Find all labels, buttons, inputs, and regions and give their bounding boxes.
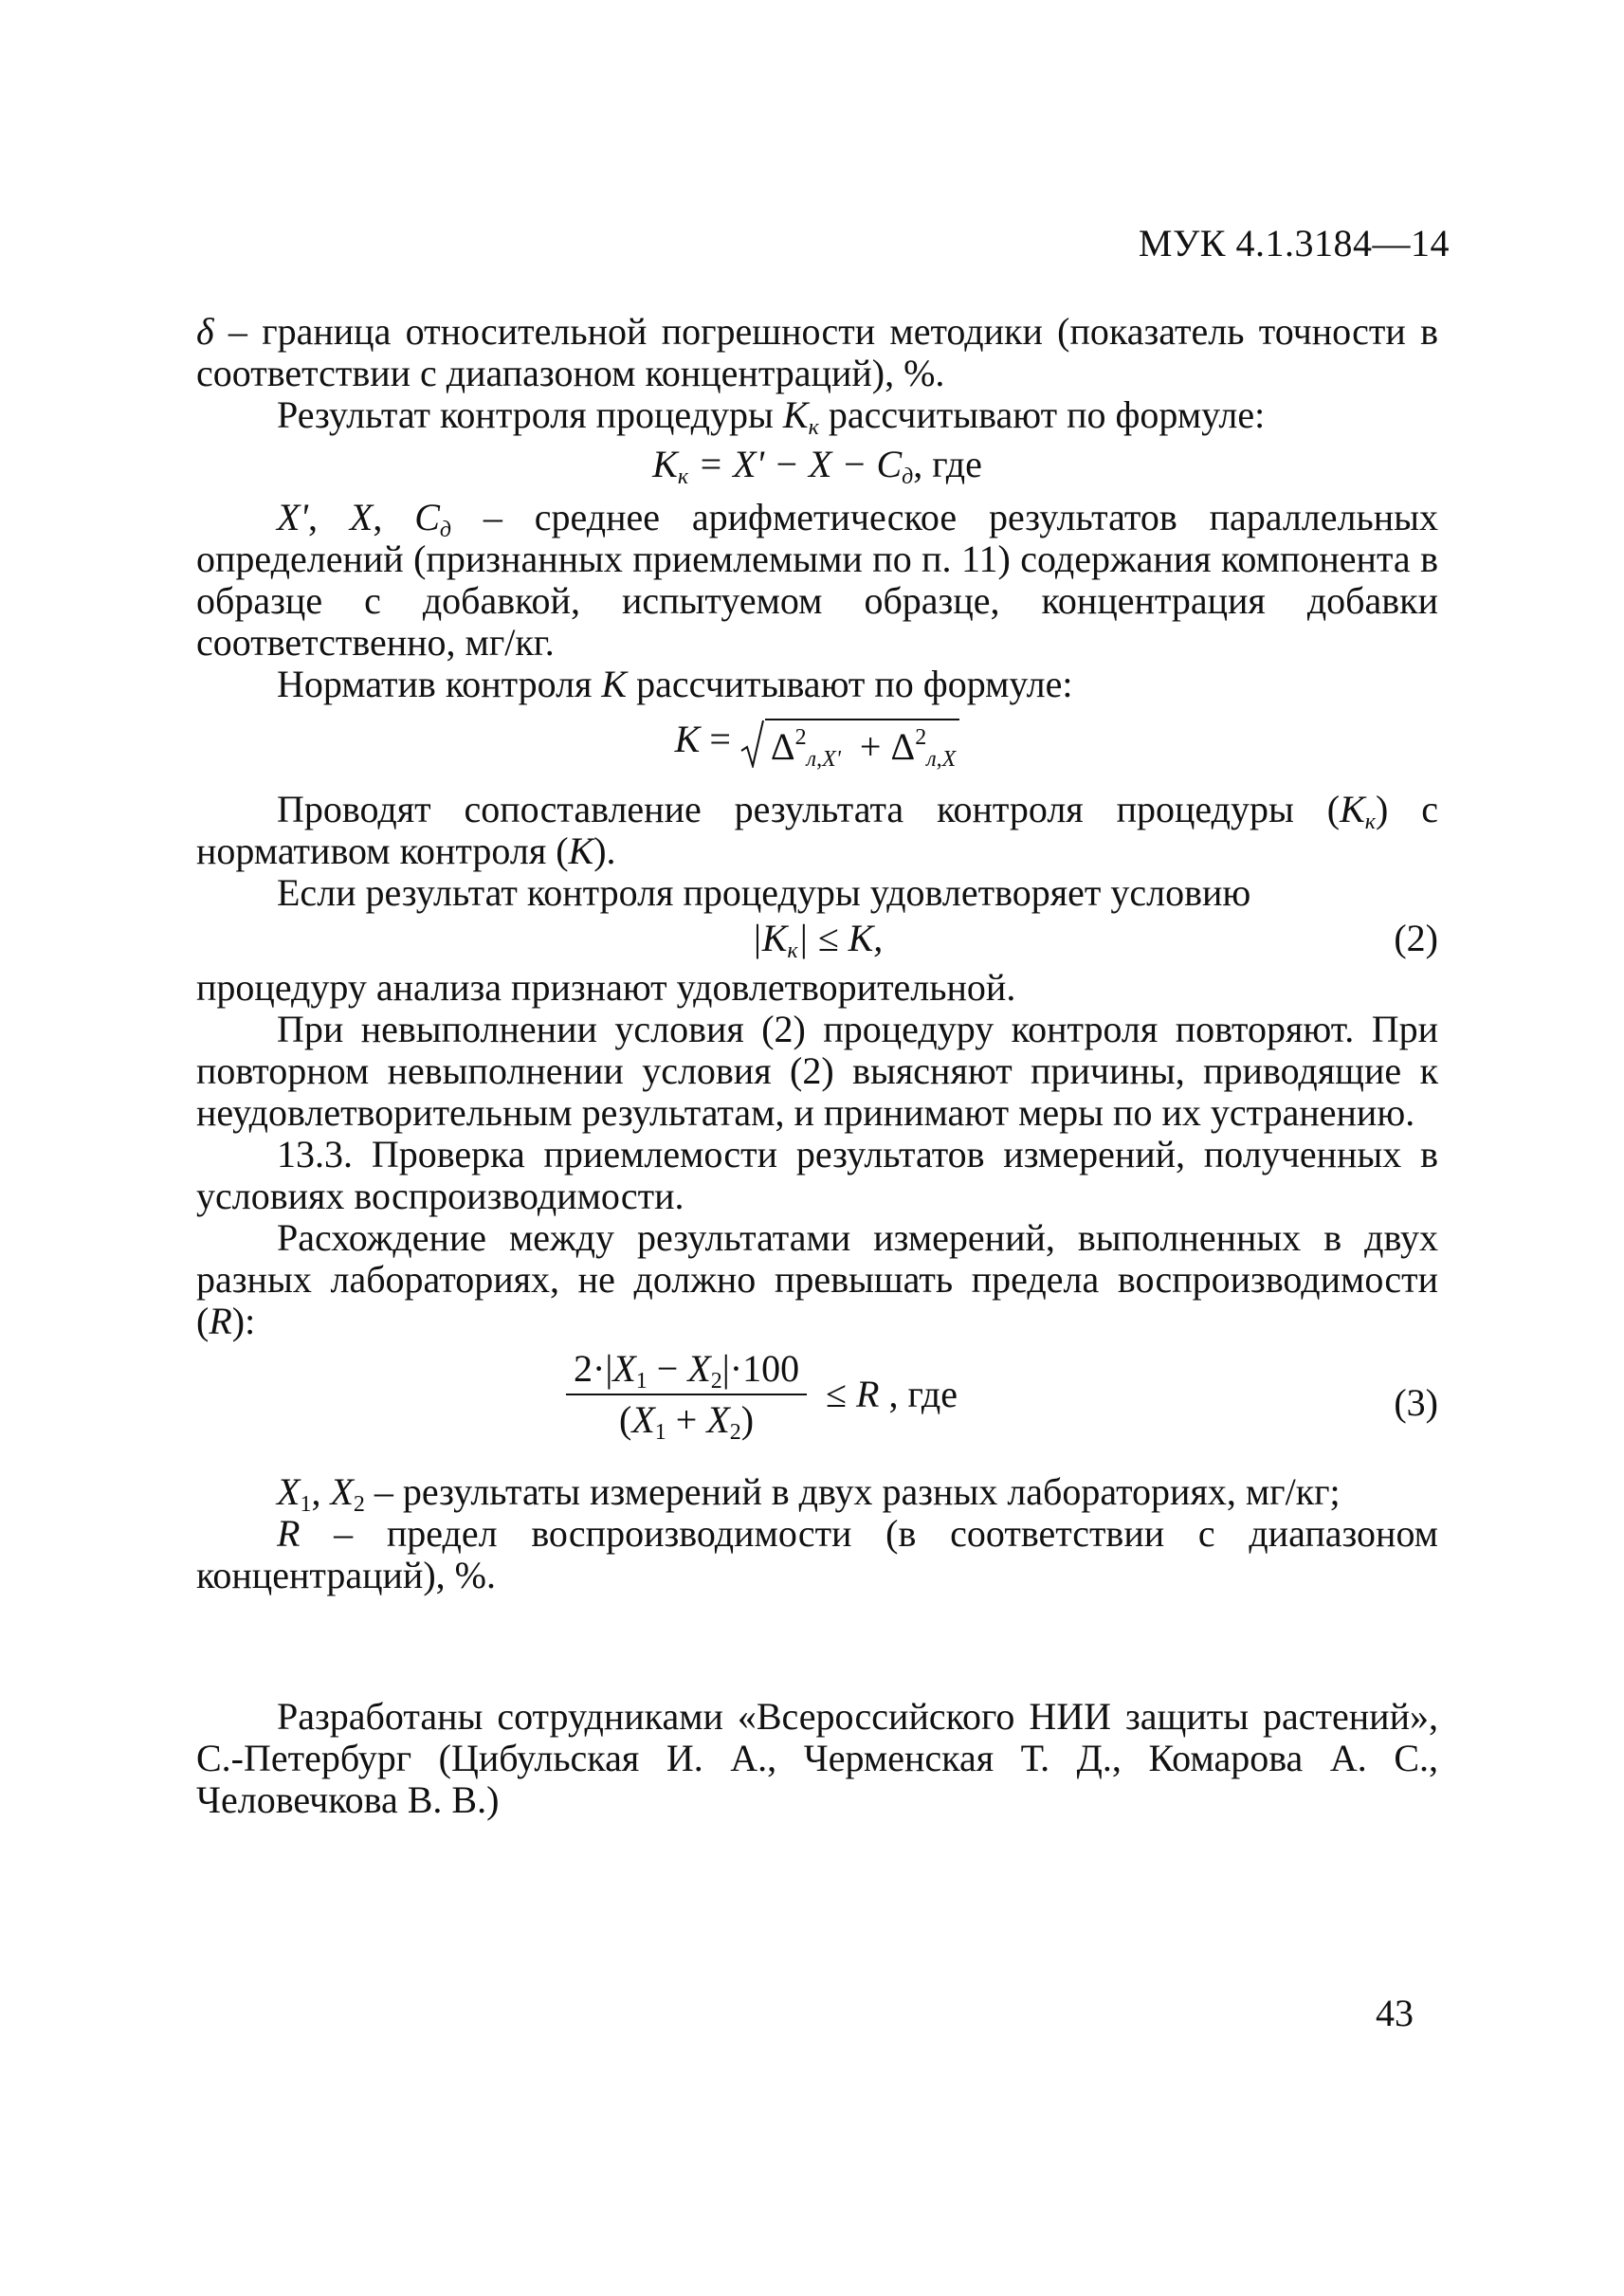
x12-definition: $X_1$, $X_2$ – результаты измерений в двух разных лабораториях, мг/кг;	[277, 1470, 1341, 1517]
sqrt-expression: $\Delta^2_{л,X'} + \Delta^2_{л,X}$	[740, 719, 959, 768]
equation-number-2: (2)	[1394, 917, 1438, 959]
formula-kk: $K_к = X' - X - C_д$, где	[652, 443, 982, 489]
fail-paragraph: При невыполнении условия (2) процедуру контроля повторяют. При повторном невыполнении условия (2) выясняют причины, приводящие к неудовлетворительным результатам, и принимают меры по их устранению.	[196, 1008, 1438, 1134]
r-definition: R – предел воспроизводимости (в соответствии с диапазоном концентраций), %.	[196, 1512, 1438, 1596]
condition-intro: Если результат контроля процедуры удовлетворяет условию	[277, 871, 1251, 914]
delta-definition: δ – граница относительной погрешности методики (показатель точности в соответствии с диапазоном концентраций), %.	[196, 310, 1439, 394]
equation-number-3: (3)	[1394, 1381, 1438, 1424]
formula-k: K = $\Delta^2_{л,X'} + \Delta^2_{л,X}$	[196, 719, 1438, 768]
fraction: $\frac{2\cdot|X_1 - X_2|\cdot 100}{(X_1 + X_2)}$	[566, 1348, 807, 1441]
formula-3: $\frac{2\cdot|X_1 - X_2|\cdot 100}{(X_1 + X_2)}$ ≤ R , где (3)	[196, 1348, 1438, 1462]
divergence-paragraph: Расхождение между результатами измерений, выполненных в двух разных лабораториях, не должно превышать предела воспроизводимости (R):	[196, 1216, 1438, 1342]
result-intro: Результат контроля процедуры $K_к$ рассчитывают по формуле:	[277, 393, 1266, 440]
document-code: МУК 4.1.3184—14	[1138, 222, 1450, 264]
norm-intro: Норматив контроля K рассчитывают по формуле:	[277, 663, 1073, 705]
page-number: 43	[1376, 1992, 1414, 2034]
section-13-3: 13.3. Проверка приемлемости результатов измерений, полученных в условиях воспроизводимости.	[196, 1133, 1438, 1217]
page-content	[196, 311, 1438, 1821]
x-definition: X', X, $C_д$ – среднее арифметическое результатов параллельных определений (признанных приемлемыми по п. 11) содержания компонента в образце с добавкой, испытуемом образце, концентрация добавки соответственно, мг/кг.	[196, 496, 1439, 664]
radical-sign	[740, 719, 765, 768]
credits: Разработаны сотрудниками «Всероссийского НИИ защиты растений», С.-Петербург (Цибульская И. А., Черменская Т. Д., Комарова А. С., Человечкова В. В.)	[196, 1695, 1438, 1821]
compare-paragraph: Проводят сопоставление результата контроля процедуры $(K_к)$ с нормативом контроля (K).	[196, 788, 1438, 872]
analysis-ok: процедуру анализа признают удовлетворительной.	[196, 966, 1016, 1009]
formula-condition: $|K_к| \le K$, (2)	[751, 917, 1438, 963]
